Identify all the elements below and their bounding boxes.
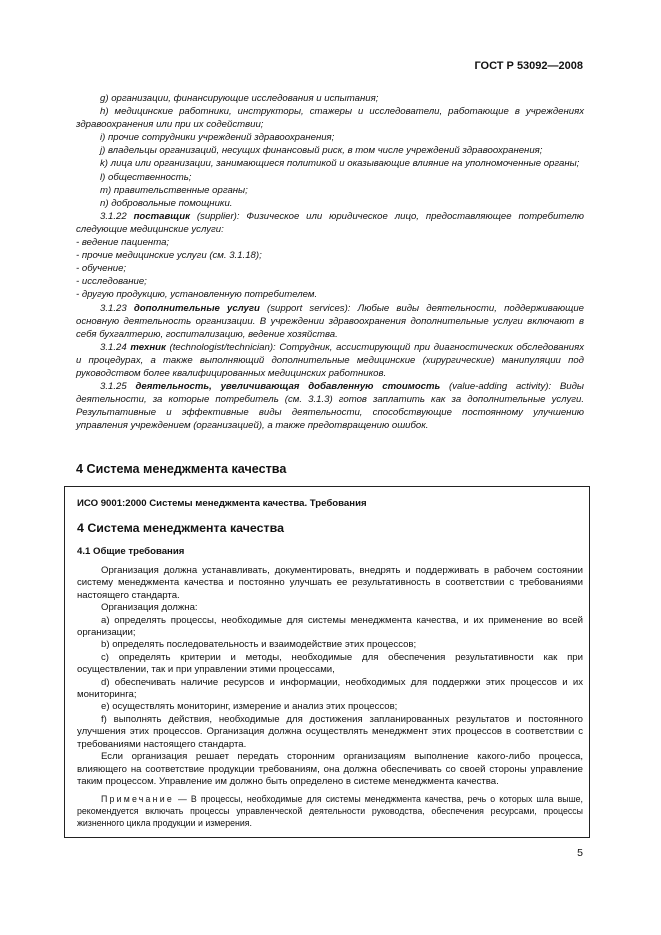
list-item: h) медицинские работники, инструкторы, стажеры и исследователи, работающие в учреждениях здравоохранения или при их содействии; <box>76 106 584 131</box>
paragraph: f) выполнять действия, необходимые для достижения запланированных результатов и постоянного улучшения этих процессов. Организация должна осуществлять менеджмент этих процессов в соответствии с требованиями настоящего стандарта. <box>77 713 583 750</box>
list-item: - обучение; <box>76 263 127 275</box>
list-item: - прочие медицинские услуги (см. 3.1.18); <box>76 250 262 262</box>
def-term: деятельность, увеличивающая добавленную стоимость <box>135 381 441 393</box>
definition-3-1-22 <box>76 210 584 236</box>
box-subheading: 4.1 Общие требования <box>77 546 185 557</box>
paragraph: d) обеспечивать наличие ресурсов и информации, необходимых для поддержки этих процессов и их мониторинга; <box>77 676 583 701</box>
box-heading: 4 Система менеджмента качества <box>77 521 284 535</box>
page-number: 5 <box>577 847 583 859</box>
paragraph: Если организация решает передать сторонним организациям выполнение какого-либо процесса, влияющего на соответствие продукции требованиям, она должна обеспечивать со своей стороны управление таким процессом. Управление им должно быть определено в системе менеджмента качества. <box>77 751 583 787</box>
list-item: - другую продукцию, установленную потребителем. <box>76 289 318 301</box>
list-item: - исследование; <box>76 276 147 288</box>
list-item: k) лица или организации, занимающиеся политикой и оказывающие влияние на уполномоченные органы; <box>100 158 580 170</box>
note <box>77 794 583 829</box>
def-term: дополнительные услуги <box>133 302 260 314</box>
note-text: — В процессы, необходимые для системы менеджмента качества, речь о которых шла выше, рекомендуется включать процессы управленческой деятельности руководства, обеспечения ресурсами, процессы жизненного цикла продукции и измерения. <box>77 794 583 828</box>
def-number: 3.1.22 <box>100 210 127 222</box>
list-item: j) владельцы организаций, несущих финансовый риск, в том числе учреждений здравоохранения; <box>100 145 543 157</box>
definition-3-1-25 <box>76 380 584 432</box>
paragraph: Организация должна: <box>101 602 198 614</box>
definitions-text <box>76 92 584 432</box>
paragraph: Организация должна устанавливать, документировать, внедрять и поддерживать в рабочем состоянии систему менеджмента качества и постоянно улучшать ее результативность в соответствии с требованиями настоящего стандарта. <box>77 565 583 601</box>
paragraph: b) определять последовательность и взаимодействие этих процессов; <box>101 639 417 651</box>
definition-3-1-24 <box>76 341 584 380</box>
def-term: поставщик <box>133 210 190 222</box>
box-body <box>77 565 583 788</box>
list-item: g) организации, финансирующие исследования и испытания; <box>100 93 379 104</box>
paragraph: a) определять процессы, необходимые для системы менеджмента качества, и их применение во всей организации; <box>77 614 583 639</box>
section-heading: 4 Система менеджмента качества <box>76 462 287 476</box>
standard-quote-box <box>64 486 590 838</box>
list-item: i) прочие сотрудники учреждений здравоохранения; <box>100 132 335 144</box>
paragraph: c) определять критерии и методы, необходимые для обеспечения результативности как при осуществлении, так и при управлении этими процессами, <box>77 651 583 676</box>
def-text: (support services): Любые виды деятельности, поддерживающие основную деятельность организации. В учреждении здравоохранения дополнительные услуги включают в себя бухгалтерию, госпитализацию, ведение хозяйства. <box>76 302 584 340</box>
def-text: (supplier): Физическое или юридическое лицо, предоставляющее потребителю следующие медицинские услуги: <box>76 210 584 235</box>
def-number: 3.1.23 <box>100 302 127 314</box>
def-term: техник <box>130 341 166 353</box>
def-text: (value-adding activity): Виды деятельности, за которые потребитель (см. 3.1.3) готов заплатить как за дополнительные услуги. Результативные и эффективные виды деятельности, способствующие постоянному улучшению управления учреждением (организацией), а также предотвращению ошибок. <box>76 381 584 432</box>
document-code: ГОСТ Р 53092—2008 <box>474 60 583 72</box>
standard-title: ИСО 9001:2000 Системы менеджмента качества. Требования <box>77 498 367 509</box>
list-item: n) добровольные помощники. <box>100 197 233 209</box>
def-number: 3.1.25 <box>100 381 127 393</box>
def-text: (technologist/technician): Сотрудник, ассистирующий при диагностических обследованиях и процедурах, а также выполняющий дополнительные медицинские (хирургические) манипуляции под руководством более квалифицированных медицинских работников. <box>76 341 584 379</box>
list-item: m) правительственные органы; <box>100 184 248 196</box>
definition-3-1-23 <box>76 302 584 341</box>
list-item: - ведение пациента; <box>76 237 170 249</box>
def-number: 3.1.24 <box>100 341 127 353</box>
list-item: l) общественность; <box>100 171 192 183</box>
note-label: Примечание <box>101 794 174 805</box>
paragraph: e) осуществлять мониторинг, измерение и анализ этих процессов; <box>101 701 398 713</box>
